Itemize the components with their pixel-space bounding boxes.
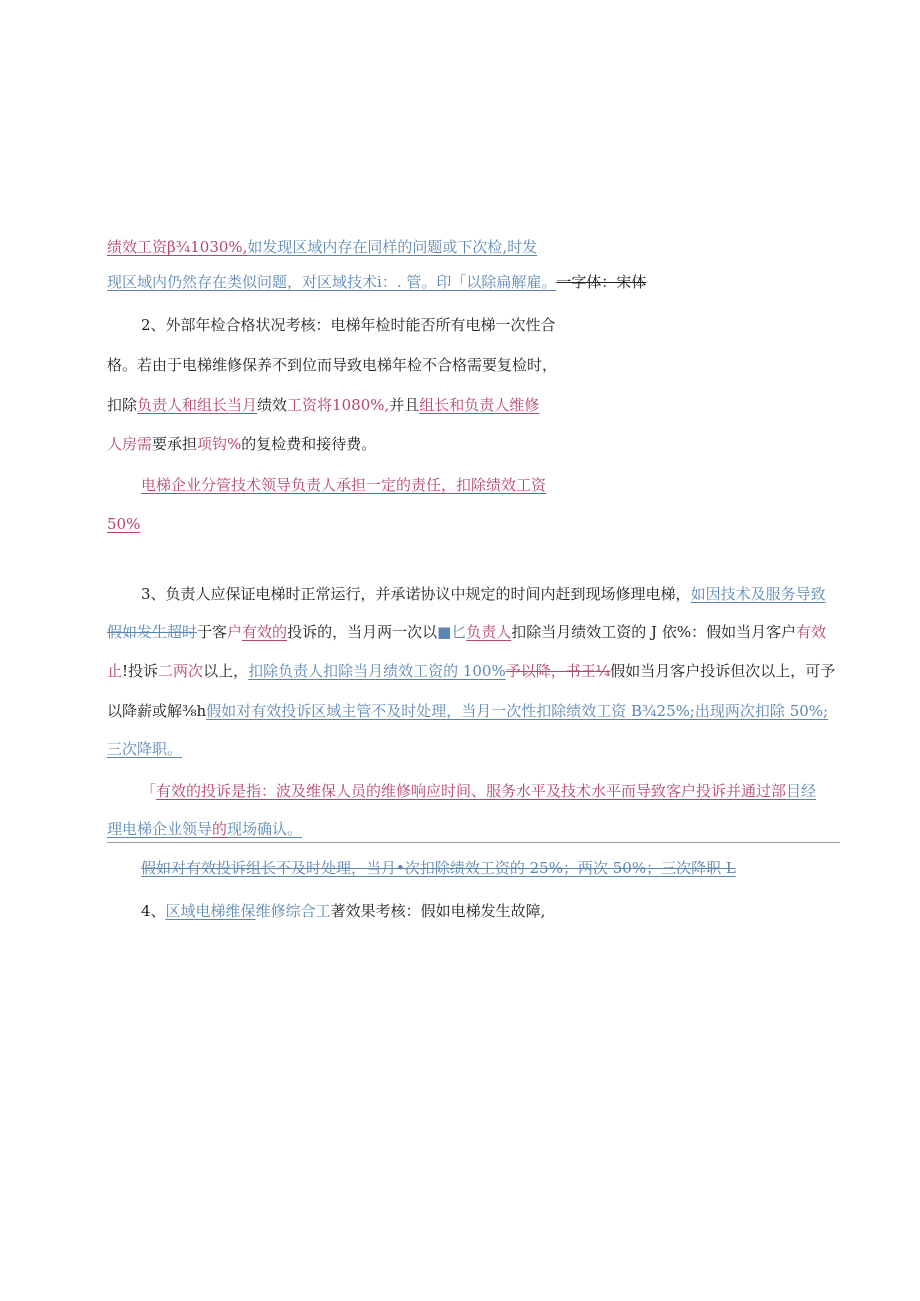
- para3-line4: [107, 700, 828, 722]
- revision-text: 有效: [796, 623, 827, 641]
- text: 3、负责人应保证电梯时正常运行，并承诺协议中规定的时间内赶到现场修理电梯，: [141, 585, 691, 603]
- text: 的复检费和接待费。: [241, 435, 377, 453]
- para4-line2: [107, 818, 302, 840]
- revision-text: 绩效工资: [107, 238, 168, 256]
- revision-text: 区域电梯维保: [165, 902, 256, 920]
- revision-text: 现场确认。: [227, 820, 303, 838]
- para3-line2: [107, 621, 826, 643]
- format-change-note: 一字体：宋体: [556, 273, 647, 291]
- revision-text: 有效的: [242, 623, 288, 641]
- revision-text: 负责人和组长当月: [137, 396, 258, 414]
- para1-line1: [107, 236, 537, 258]
- revision-text: 假如对有效投诉区域主管不及时处理，当月一次性扣除绩效工资 B¾25%;出现两次扣除 50%;: [206, 702, 829, 720]
- text: 并且: [389, 396, 420, 414]
- revision-text: 现区域内仍然存在类似问题，对区域技术: [107, 273, 378, 291]
- revision-text: 组长和负责人维修: [419, 396, 540, 414]
- text: 于客: [197, 623, 228, 641]
- revision-text: 扣除负责人扣除当月绩效工资的 100%: [248, 662, 506, 680]
- revision-text: 「: [141, 782, 157, 800]
- revision-text: 如发现区域内存在同样的问题或下次检,时发: [247, 238, 538, 256]
- para2-line3: [107, 394, 539, 416]
- text: 扣除当月绩效工资的 J 依%：假如当月客户: [511, 623, 797, 641]
- text: 假如当月客户投诉但次以上，可予: [610, 662, 836, 680]
- revision-text: 人房需: [107, 435, 153, 453]
- para3-line3: [107, 660, 835, 682]
- text: 以降薪或解⅜h: [107, 702, 207, 720]
- text: 以上，: [203, 662, 249, 680]
- revision-text: 止: [107, 662, 123, 680]
- para2-line5: 电梯企业分管技术领导负责人承担一定的责任，扣除绩效工资: [141, 476, 547, 494]
- text: 4、: [141, 902, 166, 920]
- para2-line6: 50%: [107, 515, 141, 533]
- revision-text: 1080%,: [332, 396, 390, 414]
- text: 投诉的，当月两一次以: [287, 623, 438, 641]
- revision-text: 维修综合工: [255, 902, 331, 920]
- para2-line1: 2、外部年检合格状况考核：电梯年检时能否所有电梯一次性合: [141, 316, 556, 334]
- revision-text: 目经: [786, 782, 817, 800]
- revision-text: i：. 管。印「以除扁解雇。: [377, 273, 557, 291]
- revision-text: 工资将: [287, 396, 333, 414]
- deleted-text: 予以降，书王¼: [505, 662, 611, 680]
- deleted-paragraph: 假如对有效投诉组长不及时处理，当月•次扣除绩效工资的 25%；两次 50%；三次降职 L: [141, 859, 736, 877]
- para3-line5: 三次降职。: [107, 740, 183, 758]
- text: 要承担: [152, 435, 198, 453]
- revision-text: 二两次: [158, 662, 204, 680]
- revision-text: 理电梯企业领导: [107, 820, 213, 838]
- text: !投诉: [122, 662, 159, 680]
- deleted-text: 假如发生超时: [107, 623, 198, 641]
- para2-line4: [107, 433, 376, 455]
- text: 扣除: [107, 396, 138, 414]
- para5-line1: [141, 900, 545, 922]
- revision-text: 项钩%: [197, 435, 242, 453]
- text: 绩效: [257, 396, 288, 414]
- revision-text: 户: [227, 623, 243, 641]
- revision-text: ■匕: [437, 623, 467, 641]
- para4-line1: [141, 780, 816, 802]
- text: 著效果考核：假如电梯发生故障,: [330, 902, 546, 920]
- para1-line2: [107, 271, 646, 293]
- revision-text: β¾1030%,: [167, 238, 248, 256]
- divider: [107, 842, 840, 843]
- revision-text: 负责人: [466, 623, 512, 641]
- para2-line2: 格。若由于电梯维修保养不到位而导致电梯年检不合格需要复检时，: [107, 356, 558, 374]
- revision-text: 有效的投诉是指：波及维保人员的维修响应时间、服务水平及技术水平而导致客户投诉并通过部: [156, 782, 787, 800]
- revision-text: 如因技术及服务导致: [690, 585, 826, 603]
- revision-text: 的: [212, 820, 228, 838]
- para3-line1: [141, 583, 826, 605]
